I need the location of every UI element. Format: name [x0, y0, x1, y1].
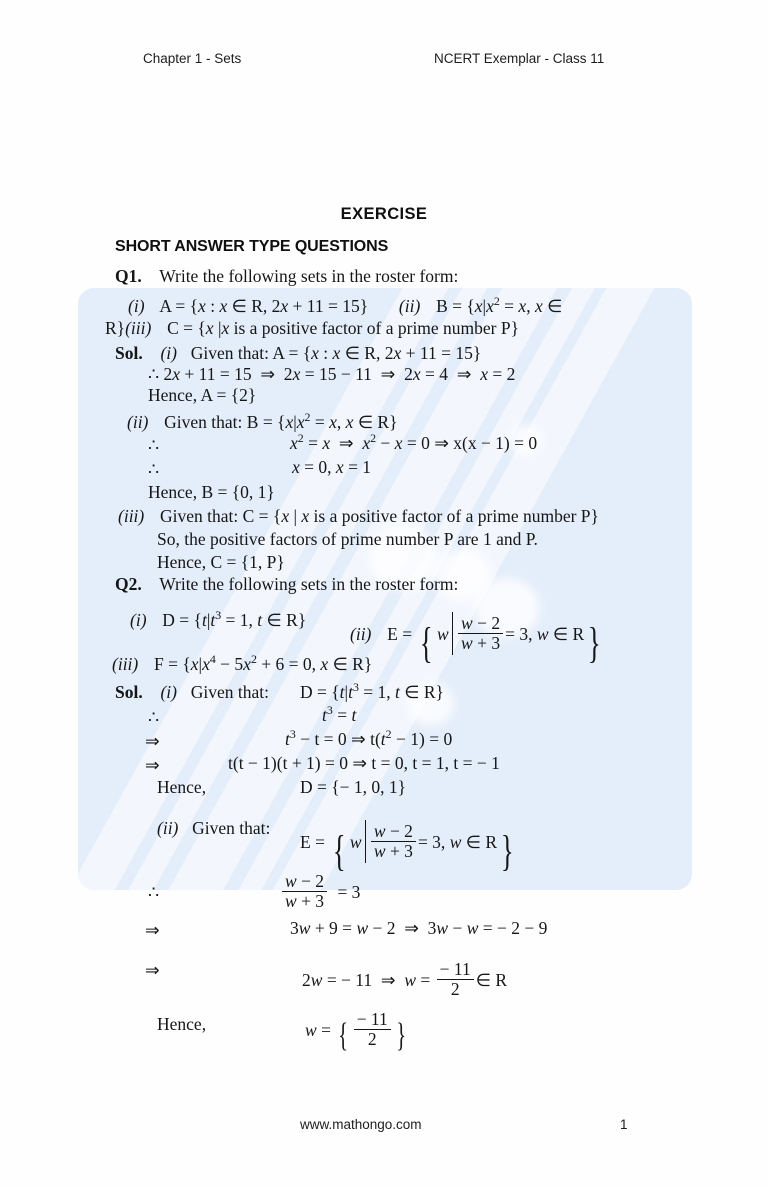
solution-1-line-5-therefore: ∴ — [148, 435, 160, 455]
solution-label: Sol. — [115, 682, 143, 702]
solution-2-line-10: w = { $\frac{- 11}{2}$ } — [305, 1009, 406, 1055]
fraction-denominator: w + 3 — [371, 841, 416, 861]
fraction-numerator: − 11 — [439, 959, 471, 979]
solution-2-line-2-therefore: ∴ — [148, 707, 160, 727]
solution-2-line-7-therefore: ∴ — [148, 882, 160, 902]
solution-1-line-6: x = 0, x = 1 — [292, 457, 372, 477]
solution-2-line-5-hence: Hence, — [157, 777, 207, 797]
roman-ii: (ii) — [350, 623, 372, 644]
given-that: Given that: — [192, 818, 271, 838]
set-b-def: $B = \{x|x^2 = x$, x ∈ — [436, 294, 563, 316]
footer-page-number: 1 — [620, 1117, 628, 1132]
question-2-part-ii — [350, 612, 605, 667]
fraction-denominator: w + 3 — [458, 633, 503, 653]
solution-2-line-6 — [157, 820, 270, 838]
question-2-prompt: Write the following sets in the roster form: — [159, 574, 459, 594]
roman-iii: (iii) — [118, 506, 145, 526]
solution-2-line-3: $t^3 - t = 0$ ⇒ $t(t^2 - 1) = 0$ — [285, 727, 453, 749]
solution-2-line-6-set: E = { w $\frac{w - 2}{w + 3}$ = 3, w ∈ R} — [300, 821, 514, 875]
set-f-def: $F = \{x|x^4 - 5x^2 + 6 = 0$, x ∈ R} — [154, 652, 373, 674]
question-2-label: Q2. — [115, 574, 142, 594]
given-that: Given that: — [164, 412, 247, 432]
fraction-denominator: w + 3 — [282, 891, 327, 911]
question-1-label: Q1. — [115, 266, 142, 286]
roman-i: (i) — [160, 343, 178, 363]
solution-1-line-8 — [118, 508, 599, 526]
solution-2-line-7: $\frac{w - 2}{w + 3}$ = 3 — [280, 872, 360, 911]
solution-2-line-9-implies: ⇒ — [145, 960, 160, 980]
roman-ii: (ii) — [398, 296, 421, 316]
set-d-def: $D = \{t|t^3 = 1$, t ∈ R} — [162, 608, 307, 630]
question-1-line — [115, 268, 458, 286]
solution-1-line-2: ∴ 2x + 11 = 15 ⇒ 2x = 15 − 11 ⇒ 2x = 4 ⇒ x = 2 — [148, 364, 516, 384]
solution-2-line-4: t(t − 1)(t + 1) = 0 ⇒ t = 0, t = 1, t = − 1 — [228, 753, 500, 773]
fraction-numerator: w − 2 — [461, 613, 501, 634]
solution-2-line-9: 2w = − 11 ⇒ w = $\frac{- 11}{2}$ ∈ R — [302, 959, 508, 999]
solution-2-line-8: 3w + 9 = w − 2 ⇒ 3w − w = − 2 − 9 — [290, 918, 548, 938]
header-book-title: NCERT Exemplar - Class 11 — [434, 51, 605, 66]
solution-2-line-3-implies: ⇒ — [145, 731, 160, 751]
set-a-def: A = {x : x ∈ R, 2x + 11 = 15} — [159, 296, 369, 316]
footer-website[interactable]: www.mathongo.com — [300, 1117, 422, 1132]
header-chapter-title: Chapter 1 - Sets — [143, 51, 242, 66]
question-2-part-iii — [112, 652, 373, 674]
set-b-def: $B = \{x|x^2 = x$, x ∈ R} — [246, 410, 398, 432]
solution-2-line-1 — [115, 684, 269, 702]
solution-label: Sol. — [115, 343, 143, 363]
question-1-prompt: Write the following sets in the roster form: — [159, 266, 459, 286]
given-that: Given that: — [190, 343, 273, 363]
roman-iii: (iii) — [112, 654, 139, 674]
roman-i: (i) — [160, 682, 178, 702]
fraction-numerator: − 11 — [356, 1009, 388, 1029]
solution-1-line-7: Hence, B = {0, 1} — [148, 482, 275, 502]
fraction-denominator: 2 — [437, 979, 474, 999]
solution-2-line-8-implies: ⇒ — [145, 920, 160, 940]
set-e-def: E = { w $\frac{w - 2}{w + 3}$ = 3, w ∈ R} — [387, 613, 601, 667]
fraction-denominator: 2 — [354, 1029, 391, 1049]
solution-1-line-1 — [115, 345, 481, 363]
question-2-part-i — [130, 608, 307, 630]
question-1-part-i — [128, 294, 563, 316]
wrapped-r-brace: R} — [105, 318, 126, 338]
given-that: Given that: — [190, 682, 270, 702]
given-that: Given that: — [160, 506, 243, 526]
solution-1-line-4 — [127, 410, 398, 432]
set-a-def: A = {x : x ∈ R, 2x + 11 = 15} — [272, 343, 482, 363]
fraction-numerator: w − 2 — [373, 821, 413, 842]
roman-i: (i) — [128, 296, 145, 316]
solution-2-line-2: $t^3 = t$ — [322, 703, 357, 725]
solution-1-line-6-therefore: ∴ — [148, 459, 160, 479]
page-footer — [0, 1117, 768, 1137]
set-c-def: C = {x | x is a positive factor of a prime number P} — [242, 506, 599, 526]
question-2-line — [115, 576, 458, 594]
exercise-heading: EXERCISE — [340, 205, 428, 223]
solution-1-line-3: Hence, A = {2} — [148, 385, 257, 405]
roman-i: (i) — [130, 610, 147, 630]
set-c-def: C = {x |x is a positive factor of a prime number P} — [167, 318, 520, 338]
roman-iii: (iii) — [125, 318, 152, 338]
roman-ii: (ii) — [157, 818, 179, 838]
solution-2-line-4-implies: ⇒ — [145, 755, 160, 775]
roman-ii: (ii) — [127, 412, 149, 432]
solution-2-line-10-hence: Hence, — [157, 1014, 207, 1034]
solution-1-line-9: So, the positive factors of prime number P are 1 and P. — [157, 529, 538, 549]
solution-2-line-1-set: $D = \{t|t^3 = 1$, t ∈ R} — [300, 680, 444, 702]
fraction-numerator: w − 2 — [285, 871, 325, 891]
solution-2-line-5: D = {− 1, 0, 1} — [300, 777, 407, 797]
solution-1-line-5: $x^2 = x$ ⇒ $x^2 - x = 0$ ⇒ x(x − 1) = 0 — [290, 431, 538, 453]
section-heading: SHORT ANSWER TYPE QUESTIONS — [115, 238, 389, 255]
question-1-part-iii — [105, 320, 519, 338]
solution-1-line-10: Hence, C = {1, P} — [157, 552, 285, 572]
